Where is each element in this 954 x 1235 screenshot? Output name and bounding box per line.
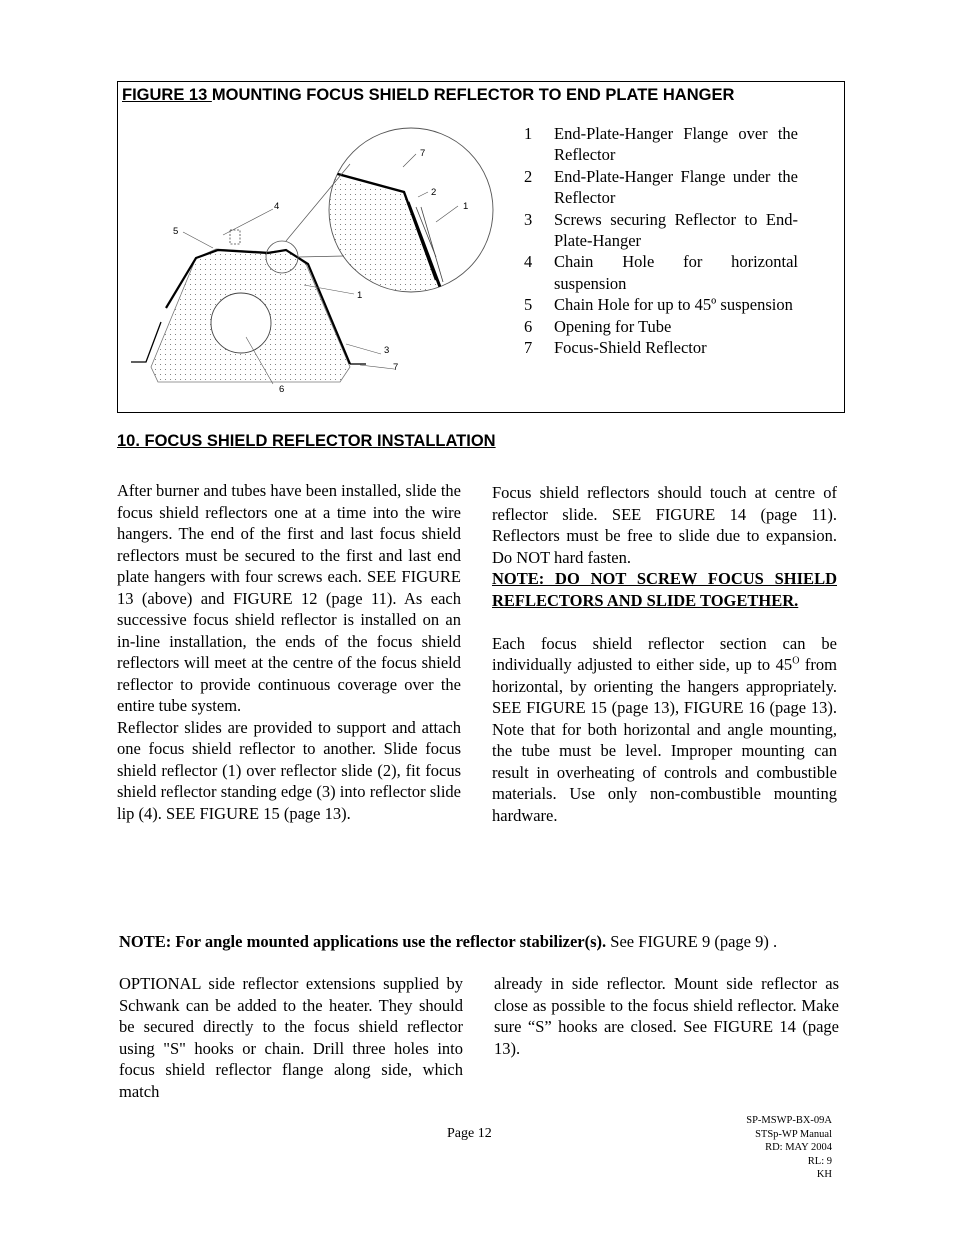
section-heading: 10. FOCUS SHIELD REFLECTOR INSTALLATION [117, 432, 496, 450]
legend-item: 7 Focus-Shield Reflector [524, 338, 707, 358]
legend-item: 3 Screws securing Reflector to End-Plate-Hanger [524, 209, 798, 251]
callout-3: 3 [384, 345, 390, 356]
figure-legend [524, 123, 798, 358]
legend-item: 2 End-Plate-Hanger Flange under the Reflector [524, 166, 798, 208]
optional-paragraph: OPTIONAL side reflector extensions supplied by Schwank can be added to the heater. They should be secured directly to the focus shield reflector using "S" hooks or chain. Drill three holes into focus shield reflector flange along side, which match [119, 974, 463, 1101]
optional-continuation: already in side reflector. Mount side reflector as close as possible to the focus shield reflector. Make sure “S” hooks are closed. See FIGURE 14 (page 13). [494, 974, 839, 1058]
no-screw-note: NOTE: DO NOT SCREW FOCUS SHIELD REFLECTORS AND SLIDE TOGETHER. [492, 569, 837, 610]
callout-7-detail: 7 [420, 148, 426, 159]
tube-opening [211, 293, 271, 353]
optional-left-column [119, 973, 463, 1102]
reflector-diagram [118, 82, 518, 412]
callout-2: 2 [431, 187, 437, 198]
document-id: SP-MSWP-BX-09A STSp-WP Manual RD: MAY 2004 RL: 9 KH [746, 1115, 832, 1180]
adjust-paragraph: Each focus shield reflector section can be individually adjusted to either side, up to $45^O$ from horizontal, by orienting the hangers appropriately. SEE FIGURE 15 (page 13), FIGURE 16 (page 13). Note that for both horizontal and angle mounting, the tube must be level. Improper mounting can result in overheating of controls and combustible materials. Use only non-combustible mounting hardware. [492, 633, 837, 825]
slides-paragraph: Reflector slides are provided to support and attach one focus shield reflector to another. Slide focus shield reflector (1) over reflector slide (2), fit focus shield reflector standing edge (3) into reflector slide lip (4). SEE FIGURE 15 (page 13). [117, 717, 461, 823]
left-column [117, 480, 461, 824]
angle-mount-note: NOTE: For angle mounted applications use the reflector stabilizer(s). See FIGURE 9 (page 9) . [119, 932, 778, 951]
chain-hole-tab [230, 230, 240, 244]
callout-6: 6 [279, 384, 285, 395]
callout-7: 7 [393, 362, 399, 373]
callout-4: 4 [274, 201, 280, 212]
figure-13-box [117, 81, 845, 413]
touch-paragraph: Focus shield reflectors should touch at centre of reflector slide. SEE FIGURE 14 (page 11). Reflectors must be free to slide due to expansion. Do NOT hard fasten. [492, 483, 837, 567]
legend-item: 4 Chain Hole for horizontal suspension [524, 252, 798, 293]
optional-right-column [494, 973, 839, 1059]
right-column [492, 482, 837, 826]
legend-item: 5 Chain Hole for up to 45º suspension [524, 295, 793, 315]
install-paragraph: After burner and tubes have been installed, slide the focus shield reflectors one at a time into the wire hangers. The end of the first and last focus shield reflectors must be secured to the first and last end plate hangers with four screws each. SEE FIGURE 13 (above) and FIGURE 12 (page 11). As each successive focus shield reflector is installed on an in-line installation, the ends of the focus shield reflectors will meet at the centre of the focus shield reflector to provide continuous coverage over the entire tube system. [117, 481, 461, 715]
page-number: Page 12 [447, 1126, 492, 1141]
legend-item: 6 Opening for Tube [524, 316, 672, 336]
callout-1-detail: 1 [463, 201, 469, 212]
figure-title-text: MOUNTING FOCUS SHIELD REFLECTOR TO END PLATE HANGER [211, 86, 735, 104]
callout-5: 5 [173, 226, 179, 237]
callout-1: 1 [357, 290, 363, 301]
legend-item: 1 End-Plate-Hanger Flange over the Reflector [524, 124, 798, 165]
figure-number: FIGURE 13 [122, 86, 212, 104]
